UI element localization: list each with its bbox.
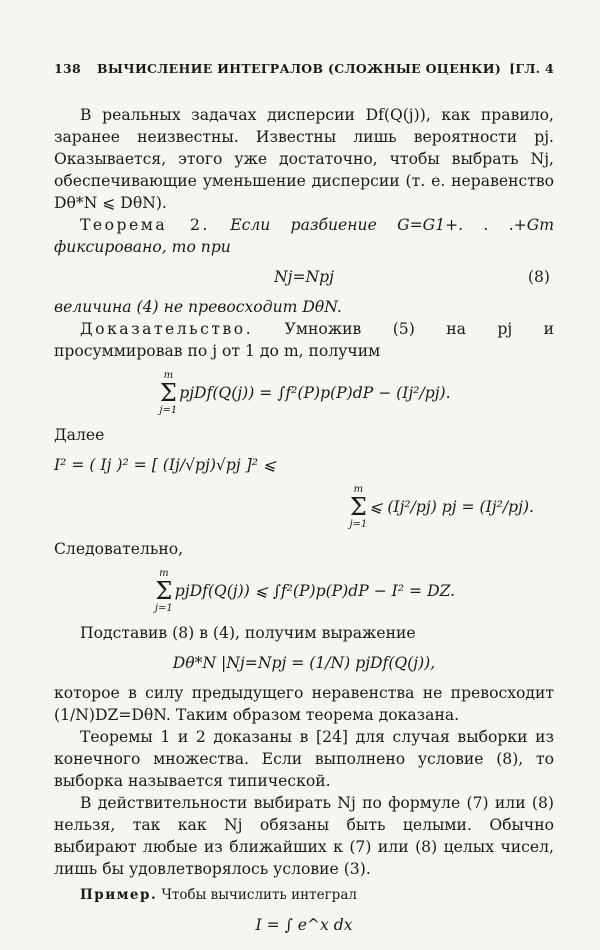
chapter-label: [ГЛ. 4 (509, 61, 554, 76)
running-title: ВЫЧИСЛЕНИЕ ИНТЕГРАЛОВ (СЛОЖНЫЕ ОЦЕНКИ) (97, 61, 502, 76)
equation-b (54, 454, 554, 476)
equation-b-body: I² = ( Ij )² = [ (Ij/√pj)√pj ]² ⩽ (54, 456, 276, 474)
substitution-text: Подставив (8) в (4), получим выражение (80, 624, 416, 642)
paragraph-after-e: которое в силу предыдущего неравенства не превосходит (1/N)DZ=DθN. Таким образом теорема доказана. (54, 684, 554, 724)
theorem-2 (54, 214, 554, 258)
theorem-text: Если разбиение G=G1+. . .+Gm фиксировано, то при (54, 216, 554, 256)
sum-symbol: m Σ j=1 (159, 370, 178, 416)
equation-d-body: pjDf(Q(j)) ⩽ ∫f²(P)p(P)dP − I² = DZ. (174, 582, 456, 600)
page-number: 138 (54, 61, 81, 76)
equation-8-number: (8) (527, 268, 550, 286)
sum-lower-3: j=1 (154, 603, 173, 614)
equation-8-body: Nj=Npj (273, 268, 334, 286)
example-label: Пример. (80, 887, 158, 903)
equation-d (54, 568, 554, 614)
sum-upper: m (163, 370, 174, 381)
equation-f (54, 914, 554, 936)
page (54, 58, 554, 944)
equation-a-body: pjDf(Q(j)) = ∫f²(P)p(P)dP − (Ij²/pj). (179, 384, 451, 402)
theorem-label: Теорема 2. (80, 216, 210, 234)
paragraph-theorems-1-2: Теоремы 1 и 2 доказаны в [24] для случая выборки из конечного множества. Если выполнено условие (8), то выборка называется типической. (54, 728, 554, 790)
sum-upper-2: m (353, 484, 364, 495)
paragraph-intro: В реальных задачах дисперсии Df(Q(j)), как правило, заранее неизвестны. Известны лишь вероятности pj. Оказывается, этого уже достаточно, чтобы выбрать Nj, обеспечивающие уменьшение дисперсии (т. е. неравенство Dθ*N ⩽ DθN). (54, 106, 554, 212)
sum-lower: j=1 (159, 405, 178, 416)
running-header (54, 58, 554, 80)
equation-f-body: I = ∫ e^x dx (255, 916, 353, 934)
example (54, 884, 554, 906)
sum-upper-3: m (159, 568, 169, 579)
equation-8 (54, 266, 554, 288)
equation-e-body: Dθ*N |Nj=Npj = (1/N) pjDf(Q(j)), (172, 654, 436, 672)
sum-symbol-3: m Σ j=1 (154, 568, 173, 614)
equation-c (54, 484, 554, 530)
proof-label: Доказательство. (80, 320, 254, 338)
proof-text: Умножив (5) на pj и просуммировав по j от 1 до m, получим (54, 320, 554, 360)
paragraph-integer: В действительности выбирать Nj по формуле (7) или (8) нельзя, так как Nj обязаны быть целыми. Обычно выбирают любые из ближайших к (7) или (8) целых чисел, лишь бы удовлетворялось условие (3). (54, 794, 554, 878)
sledovatelno-label: Следовательно, (54, 540, 184, 558)
equation-a (54, 370, 554, 416)
example-text: Чтобы вычислить интеграл (161, 887, 357, 903)
equation-e (54, 652, 554, 674)
sum-lower-2: j=1 (349, 519, 368, 530)
dalee-label: Далее (54, 426, 105, 444)
theorem-conclusion-text: величина (4) не превосходит DθN. (54, 298, 342, 316)
theorem-conclusion (54, 296, 554, 318)
equation-c-body: ⩽ (Ij²/pj) pj = (Ij²/pj). (369, 498, 534, 516)
proof-start (54, 318, 554, 362)
sum-symbol-2: m Σ j=1 (349, 484, 368, 530)
